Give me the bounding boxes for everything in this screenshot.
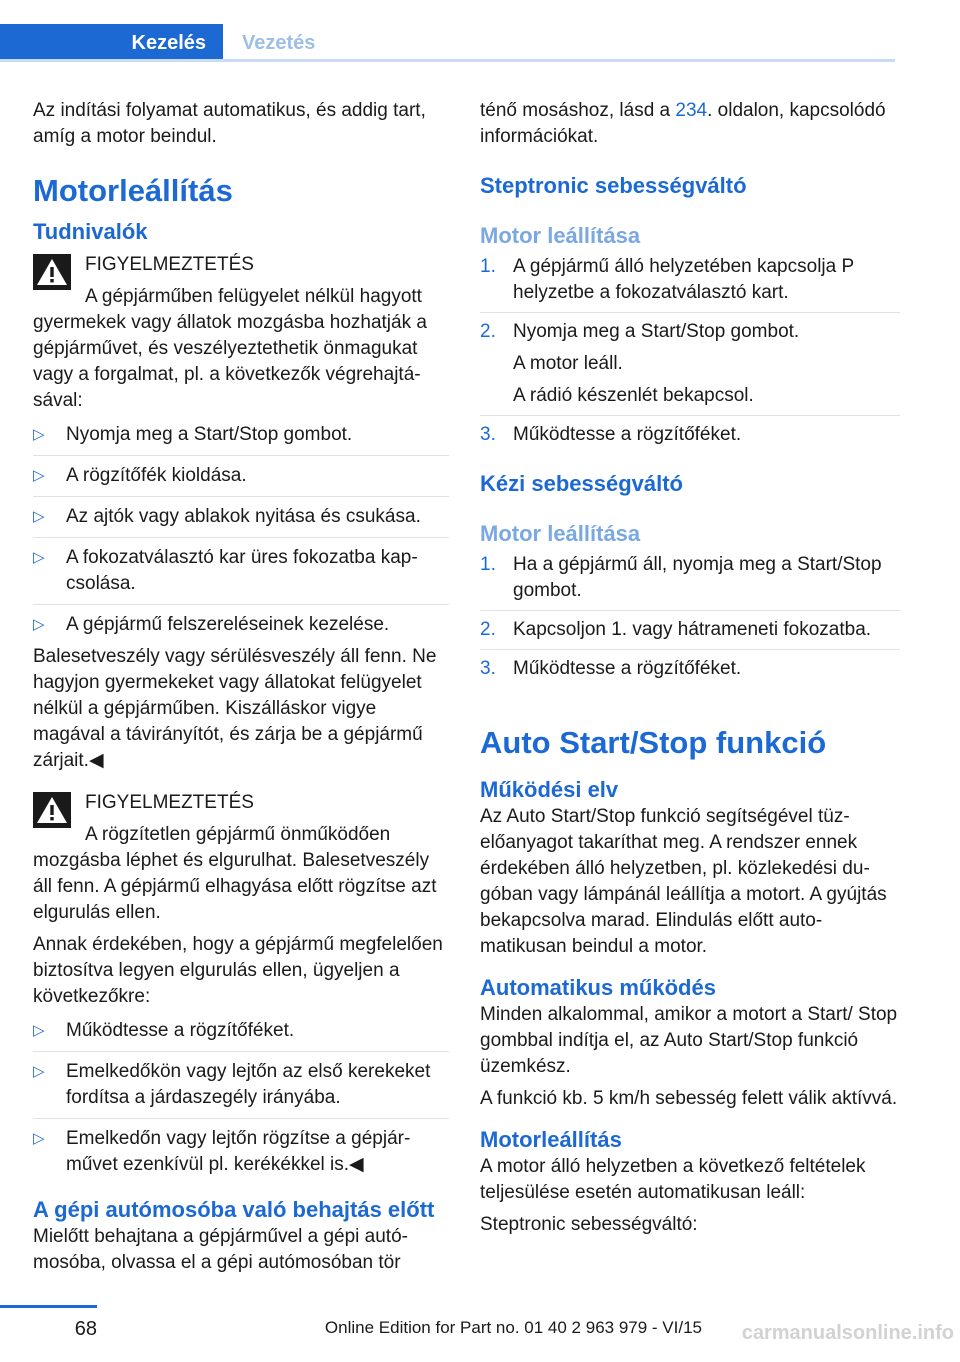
list-item: ▷ Nyomja meg a Start/Stop gombot.: [33, 422, 449, 456]
warning-title: FIGYELMEZTETÉS: [85, 254, 254, 275]
list-item: ▷ A gépjármű felszereléseinek kezelése.: [33, 612, 449, 638]
heading-manual: Kézi sebességváltó: [480, 471, 683, 496]
list-item: 2. Kapcsoljon 1. vagy hátrameneti fokozatba.: [480, 617, 900, 650]
list-item: ▷ A rögzítőfék kioldása.: [33, 463, 449, 497]
list-item: 1. Ha a gépjármű áll, nyomja meg a Start/Stop gombot.: [480, 552, 900, 611]
triangle-bullet-icon: ▷: [33, 467, 45, 484]
list-item: 3. Működtesse a rögzítőféket.: [480, 658, 742, 679]
heading-tudnivalok: Tudnivalók: [33, 219, 148, 244]
warning-title: FIGYELMEZTETÉS: [85, 792, 254, 813]
heading-principle: Működési elv: [480, 777, 619, 802]
auto-op-text-2: A funkció kb. 5 km/h sebesség felett válik aktívvá.: [480, 1088, 898, 1109]
triangle-bullet-icon: ▷: [33, 1022, 45, 1039]
triangle-bullet-icon: ▷: [33, 616, 45, 633]
triangle-bullet-icon: ▷: [33, 508, 45, 525]
warning-block-1: [33, 252, 449, 414]
warning-icon: [33, 254, 71, 290]
list-item: 2. Nyomja meg a Start/Stop gombot. A motor leáll. A rádió készenlét bekapcsol.: [480, 319, 900, 416]
heading-auto-operation: Automatikus működés: [480, 975, 716, 1000]
watermark: carmanualsonline.info: [741, 1322, 954, 1344]
motorstop-text-2: Steptronic sebességváltó:: [480, 1214, 698, 1235]
tab-underline: [0, 59, 895, 62]
warning-first-line: A rögzítetlen gépjármű önműködően: [85, 824, 391, 845]
left-column: [33, 98, 449, 1276]
heading-motor-stop-1: Motor leállítása: [480, 223, 641, 248]
list-item: ▷ Működtesse a rögzítőféket.: [33, 1018, 449, 1052]
warning-list-2: [33, 1018, 449, 1178]
warning-list-1: [33, 422, 449, 638]
right-column: [480, 98, 900, 1238]
tab-vezetes[interactable]: Vezetés: [242, 31, 316, 54]
triangle-bullet-icon: ▷: [33, 1130, 45, 1147]
list-item: ▷ A fokozatválasztó kar üres fokozatba kapcsolása.: [33, 545, 449, 605]
auto-op-text: Minden alkalommal, amikor a motort a Start/ Stop gombbal indítja el, az Auto Start/Stop funkció üzemkész.: [480, 1004, 898, 1077]
page-link[interactable]: 234: [675, 100, 708, 121]
triangle-bullet-icon: ▷: [33, 549, 45, 566]
header-tabs: [0, 24, 895, 62]
heading-motorstop: Motorleállítás: [480, 1127, 622, 1152]
steps-list-1: [480, 254, 900, 454]
triangle-bullet-icon: ▷: [33, 1063, 45, 1080]
intro-paragraph: Az indítási folyamat automatikus, és addig tart, amíg a motor beindul.: [33, 100, 426, 147]
heading-motor-stop-2: Motor leállítása: [480, 521, 641, 546]
heading-motorleallitas: Motorleállítás: [33, 173, 233, 208]
list-item: 1. A gépjármű álló helyzetében kapcsolja P helyzetbe a fokozatválasztó kart.: [480, 254, 900, 313]
warning-text: mozgásba léphet és elgurulhat. Balesetveszély áll fenn. A gépjármű elhagyása előtt rögzítse azt elgurulás ellen.: [33, 850, 437, 923]
list-item: ▷ Az ajtók vagy ablakok nyitása és csukása.: [33, 504, 449, 538]
warning-text: gyermekek vagy állatok mozgásba hozhatják a gépjárművet, és veszélyeztethetik önmagukat vagy a forgalmat, pl. a következők végrehajtásával:: [33, 312, 427, 411]
principle-text: Az Auto Start/Stop funkció segítségével tüzelőanyagot takaríthat meg. A rendszer ennek érdekében álló helyzetben, pl. közlekedési dugóban vagy lámpánál leállítja a motort. A gyújtás bekapcsolva marad. Elindulás előtt automatikusan beindul a motor.: [480, 806, 887, 957]
list-item: ▷ Emelkedőn vagy lejtőn rögzítse a gépjárművet ezenkívül pl. kerékékkel is.◀: [33, 1128, 411, 1175]
heading-autowash: A gépi autómosóba való behajtás előtt: [33, 1197, 435, 1222]
autowash-text: Mielőtt behajtana a gépjárművel a gépi autómosóba, olvassa el a gépi autómosóban tör: [33, 1226, 408, 1273]
list-item: 3. Működtesse a rögzítőféket.: [480, 424, 742, 445]
continued-paragraph: ténő mosáshoz, lásd a 234. oldalon, kapcsolódó információkat.: [480, 100, 886, 147]
page-number-rule: [0, 1305, 97, 1308]
warning-block-2: [33, 790, 449, 926]
heading-steptronic: Steptronic sebességváltó: [480, 173, 747, 198]
warning-first-line: A gépjárműben felügyelet nélkül hagyott: [85, 286, 422, 307]
warning-after-text: Balesetveszély vagy sérülésveszély áll fenn. Ne hagyjon gyermekeket vagy állatokat felügyelet nélkül a gépjárműben. Kiszálláskor vigye magával a távirányítót, és zárja be a gépjármű zárjait.◀: [33, 646, 437, 771]
page-number: 68: [74, 1318, 97, 1340]
edition-footer: Online Edition for Part no. 01 40 2 963 979 - VI/15: [324, 1318, 702, 1337]
motorstop-text: A motor álló helyzetben a következő feltételek teljesülése esetén automatikusan leáll:: [480, 1156, 866, 1203]
warning-para: Annak érdekében, hogy a gépjármű megfelelően biztosítva legyen elgurulás ellen, ügyeljen a következőkre:: [33, 934, 443, 1007]
heading-auto-start-stop: Auto Start/Stop funkció: [480, 725, 827, 760]
steps-list-2: [480, 552, 900, 688]
tab-kezeles[interactable]: Kezelés: [0, 24, 223, 62]
warning-icon: [33, 792, 71, 828]
triangle-bullet-icon: ▷: [33, 426, 45, 443]
list-item: ▷ Emelkedőkön vagy lejtőn az első kerekeket fordítsa a járdaszegély irányába.: [33, 1059, 449, 1119]
